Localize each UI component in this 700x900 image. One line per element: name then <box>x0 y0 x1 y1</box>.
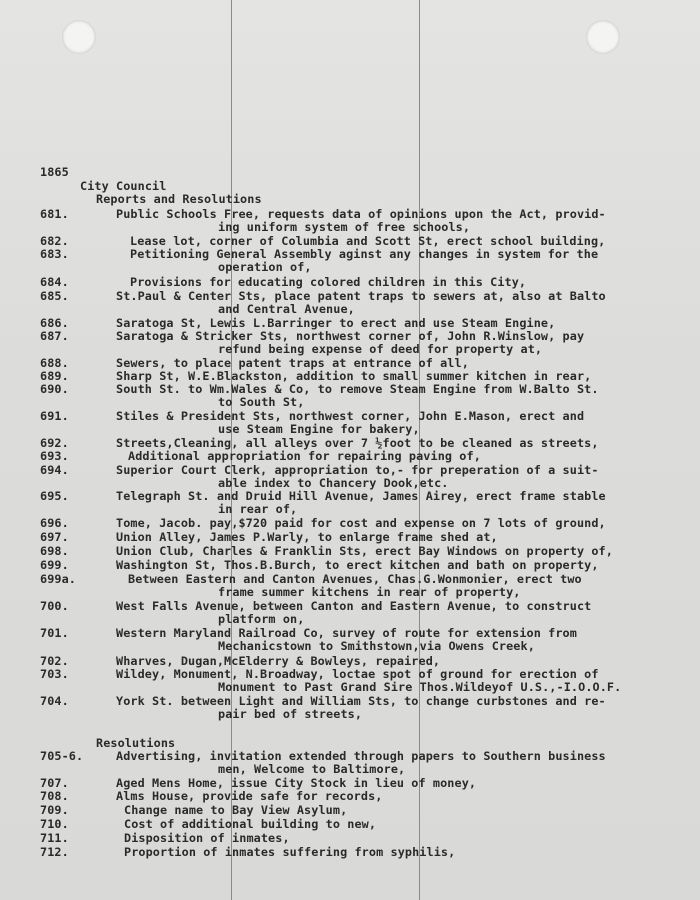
entry-text: able index to Chancery Dook,etc. <box>218 476 449 490</box>
entry-text: York St. between Light and William Sts, to change curbstones and re- <box>116 694 606 708</box>
entry-text: Sewers, to place patent traps at entrance of all, <box>116 356 469 370</box>
entry-text: Mechanicstown to Smithstown,via Owens Creek, <box>218 639 535 653</box>
resolution-text: Proportion of inmates suffering from syphilis, <box>124 845 456 859</box>
resolution-number: 708. <box>40 789 69 803</box>
entry-text: Tome, Jacob. pay,$720 paid for cost and expense on 7 lots of ground, <box>116 516 606 530</box>
section-heading: Reports and Resolutions <box>96 192 262 206</box>
entry-number: 688. <box>40 356 69 370</box>
entry-text: Washington St, Thos.B.Burch, to erect kitchen and bath on property, <box>116 558 599 572</box>
entry-text: refund being expense of deed for property at, <box>218 342 543 356</box>
resolution-number: 709. <box>40 803 69 817</box>
entry-text: in rear of, <box>218 502 298 516</box>
entry-number: 681. <box>40 207 69 221</box>
department-heading: City Council <box>80 179 167 193</box>
entry-number: 692. <box>40 436 69 450</box>
entry-text: Saratoga & Stricker Sts, northwest corner of, John R.Winslow, pay <box>116 329 585 343</box>
entry-number: 702. <box>40 654 69 668</box>
entry-text: Streets,Cleaning, all alleys over 7 ½foot to be cleaned as streets, <box>116 436 599 450</box>
entry-number: 697. <box>40 530 69 544</box>
resolutions-heading: Resolutions <box>96 736 176 750</box>
entry-text: South St. to Wm.Wales & Co, to remove Steam Engine from W.Balto St. <box>116 382 599 396</box>
resolution-number: 710. <box>40 817 69 831</box>
entry-number: 698. <box>40 544 69 558</box>
entry-number: 700. <box>40 599 69 613</box>
entry-number: 696. <box>40 516 69 530</box>
entry-number: 684. <box>40 275 69 289</box>
entry-number: 685. <box>40 289 69 303</box>
entry-number: 701. <box>40 626 69 640</box>
resolution-text: men, Welcome to Baltimore, <box>218 762 406 776</box>
entry-text: Provisions for educating colored children in this City, <box>130 275 527 289</box>
entry-text: use Steam Engine for bakery, <box>218 422 420 436</box>
entry-number: 704. <box>40 694 69 708</box>
entry-text: Union Alley, James P.Warly, to enlarge frame shed at, <box>116 530 498 544</box>
entry-text: Monument to Past Grand Sire Thos.Wildeyof U.S.,-I.O.O.F. <box>218 680 622 694</box>
entry-text: Union Club, Charles & Franklin Sts, erect Bay Windows on property of, <box>116 544 613 558</box>
entry-text: to South St, <box>218 395 305 409</box>
entry-text: Public Schools Free, requests data of opinions upon the Act, provid- <box>116 207 606 221</box>
entry-text: Wildey, Monument, N.Broadway, loctae spot of ground for erection of <box>116 667 599 681</box>
resolution-text: Disposition of inmates, <box>124 831 290 845</box>
entry-number: 699. <box>40 558 69 572</box>
resolution-number: 711. <box>40 831 69 845</box>
entry-number: 693. <box>40 449 69 463</box>
resolution-text: Alms House, provide safe for records, <box>116 789 383 803</box>
entry-number: 699a. <box>40 572 77 586</box>
entry-text: Additional appropriation for repairing paving of, <box>128 449 481 463</box>
entry-number: 695. <box>40 489 69 503</box>
entry-number: 689. <box>40 369 69 383</box>
entry-text: ing uniform system of free schools, <box>218 220 471 234</box>
entry-text: operation of, <box>218 260 312 274</box>
entry-text: Petitioning General Assembly aginst any changes in system for the <box>130 247 599 261</box>
entry-text: Telegraph St. and Druid Hill Avenue, James Airey, erect frame stable <box>116 489 606 503</box>
resolution-text: Aged Mens Home, issue City Stock in lieu of money, <box>116 776 477 790</box>
entry-text: West Falls Avenue, between Canton and Eastern Avenue, to construct <box>116 599 592 613</box>
entry-text: frame summer kitchens in rear of property, <box>218 585 521 599</box>
entry-text: Western Maryland Railroad Co, survey of route for extension from <box>116 626 577 640</box>
entry-text: Between Eastern and Canton Avenues, Chas.G.Wonmonier, erect two <box>128 572 582 586</box>
entry-text: Superior Court Clerk, appropriation to,- for preperation of a suit- <box>116 463 599 477</box>
entry-text: Sharp St, W.E.Blackston, addition to small summer kitchen in rear, <box>116 369 592 383</box>
resolution-text: Cost of additional building to new, <box>124 817 377 831</box>
year: 1865 <box>40 165 69 179</box>
entry-text: Lease lot, corner of Columbia and Scott St, erect school building, <box>130 234 606 248</box>
entry-text: and Central Avenue, <box>218 302 355 316</box>
entry-number: 694. <box>40 463 69 477</box>
resolution-text: Change name to Bay View Asylum, <box>124 803 348 817</box>
resolution-text: Advertising, invitation extended through papers to Southern business <box>116 749 606 763</box>
entry-number: 691. <box>40 409 69 423</box>
entry-text: pair bed of streets, <box>218 707 363 721</box>
entry-number: 686. <box>40 316 69 330</box>
entry-number: 690. <box>40 382 69 396</box>
entry-number: 687. <box>40 329 69 343</box>
entry-text: St.Paul & Center Sts, place patent traps to sewers at, also at Balto <box>116 289 606 303</box>
resolution-number: 707. <box>40 776 69 790</box>
entry-number: 683. <box>40 247 69 261</box>
entry-text: Wharves, Dugan,McElderry & Bowleys, repaired, <box>116 654 441 668</box>
entry-text: Stiles & President Sts, northwest corner, John E.Mason, erect and <box>116 409 585 423</box>
resolution-number: 712. <box>40 845 69 859</box>
entry-number: 703. <box>40 667 69 681</box>
entry-text: Saratoga St, Lewis L.Barringer to erect and use Steam Engine, <box>116 316 556 330</box>
resolution-number: 705-6. <box>40 749 84 763</box>
entry-text: platform on, <box>218 612 305 626</box>
entry-number: 682. <box>40 234 69 248</box>
